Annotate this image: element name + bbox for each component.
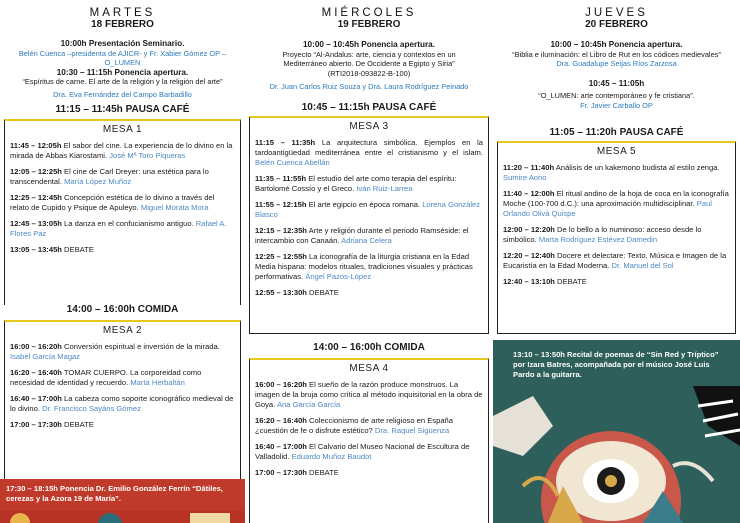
recital-band [493,340,740,523]
day-date: 18 FEBRERO [91,19,154,30]
item-time: 13:05 – 13:45h [10,245,62,254]
item-text: De lo bello a lo numinoso: acceso desde lo simbólico. [503,225,702,244]
item-time: 12:55 – 13:30h [255,288,307,297]
list-item [503,225,730,245]
item-time: 12:40 – 13:10h [503,277,555,286]
item-text: El cine de Carl Dreyer: una estética para lo transcendental. [10,167,209,186]
recital-text: 13:10 – 13:50h Recital de poemas de “Sin Red y Tríptico” por Izara Batres, acompañada por el músico José Luis Pardo a la guitarra. [513,350,719,379]
list-item [10,245,235,255]
list-item [10,167,235,187]
item-author: Eduardo Muñoz Baudot [291,452,372,461]
item-time: 12:20 – 12:40h [503,251,555,260]
intro-talk: “Espíritus de carne. El arte de la religión y la religión del arte” [22,77,223,87]
item-text: El sabor del cine. La experiencia de lo divino en la mirada de Abbas Kiarostami. [10,141,233,160]
item-author: Sumire Aono [503,173,547,182]
list-item [503,189,730,219]
mesa-title: MESA 4 [349,363,389,374]
item-time: 16:20 – 16:40h [10,368,62,377]
intro-block [493,31,740,111]
intro-talk: Proyecto “Al-Andalus: arte, ciencia y contextos en un Mediterráneo abierto. De Occidente a Egipto y Siria” [282,49,456,69]
item-author: Belén Cuenca Abellán [255,158,330,167]
item-time: 11:55 – 12:15h [255,200,307,209]
list-item [255,442,483,462]
item-time: 16:40 – 17:00h [255,442,307,451]
intro-title: 10:00 – 10:45h Ponencia apertura. [303,40,435,49]
item-text: Análisis de un kakemono budista al estilo zenga. [554,163,720,172]
intro-speaker: Dr. Juan Carlos Ruiz Souza y Dra. Laura Rodríguez Peinado [269,82,469,92]
item-text: Coleccionismo de arte religioso en España ¿cuestión de fe o disfrute estético? [255,416,453,435]
item-author: Paul Orlando Olivá Quispe [503,199,712,218]
item-author: Adriana Celera [341,236,392,245]
list-item [10,420,235,430]
item-time: 12:05 – 12:25h [10,167,62,176]
mesa-3-panel [249,116,489,334]
intro-speaker: Dra. Guadalupe Seijas Ríos Zarzosa [556,59,677,69]
item-author: Marta Rodríguez Estévez Damedin [538,235,658,244]
item-text: Arte y religión durante el periodo Ramséside: el intercambio con Canaán. [255,226,469,245]
item-time: 11:20 – 11:40h [503,163,555,172]
list-item [10,342,235,362]
item-author: Iván Ruiz-Larrea [356,184,413,193]
list-item [255,174,483,194]
lunch-break: 14:00 – 16:00h COMIDA [313,342,425,353]
item-text: DEBATE [306,288,339,297]
intro-title: 10:00 – 10:45h Ponencia apertura. [550,40,683,49]
item-text: Docere et delectare: Texto, Música e Imagen de la Eucaristía en la Edad Moderna. [503,251,727,270]
item-text: El arte egipcio en época romana. [306,200,421,209]
list-item [10,394,235,414]
list-item [255,226,483,246]
list-item [10,141,235,161]
item-text: DEBATE [61,420,94,429]
item-author: Ana García García [276,400,341,409]
intro-speaker: Fr. Javier Carballo OP [580,100,653,110]
item-author: Isabel García Magaz [10,352,81,361]
day-name: JUEVES [585,7,648,19]
mesa-4-panel [249,358,489,523]
intro-code: (RTI2018-093822-B-100) [327,68,411,78]
mesa-title: MESA 1 [102,124,143,135]
mesa-5-panel [497,141,736,334]
list-item [503,163,730,183]
item-time: 12:45 – 13:05h [10,219,62,228]
list-item [255,468,483,478]
intro-talk: “O_LUMEN: arte contemporáneo y fe cristiana”. [538,91,695,101]
item-time: 17:00 – 17:30h [10,420,62,429]
day-column-thursday [493,0,740,523]
item-time: 11:35 – 11:55h [255,174,307,183]
item-author: María López Muñoz [64,177,132,186]
day-column-tuesday [0,0,245,523]
coffee-break: 11:15 – 11:45h PAUSA CAFÉ [55,104,190,115]
item-text: La arquitectura simbólica. Ejemplos en la tardoantigüedad mediterránea entre el cristianismo y el islam. [255,138,484,157]
item-author: Lorena González Blasco [255,200,481,219]
item-author: Miguel Morata Mora [140,203,209,212]
item-text: El Calvario del Museo Nacional de Escultura de Valladolid. [255,442,470,461]
item-time: 16:00 – 16:20h [10,342,62,351]
day-date: 20 FEBRERO [585,19,648,30]
item-author: Marta Herbaltán [130,378,185,387]
closing-lecture-text: 17:30 – 18:15h Ponencia Dr. Emilio González Ferrín “Dátiles, cerezas y la Azora 19 de María”. [6,484,223,503]
item-text: Conversión espiritual e inversión de la mirada. [61,342,220,351]
list-item [255,288,483,298]
item-text: DEBATE [554,277,587,286]
item-text: La danza en el confucianismo antiguo. [61,219,194,228]
item-time: 12:00 – 12:20h [503,225,555,234]
item-author: Ángel Pazos-López [305,272,372,281]
list-item [10,368,235,388]
list-item [255,252,483,282]
list-item [255,380,483,410]
item-time: 11:45 – 12:05h [10,141,62,150]
item-time: 12:15 – 12:35h [255,226,307,235]
intro-talk: “Biblia e iluminación: el Libro de Rut en los códices medievales” [512,49,721,59]
item-time: 16:00 – 16:20h [255,380,307,389]
mesa-1-panel [4,119,241,305]
closing-lecture-band [0,479,245,523]
item-time: 17:00 – 17:30h [255,468,307,477]
item-author: Dr. Manuel del Sol [611,261,674,270]
item-text: El estudio del arte como terapia del espíritu: Bartolomé Cossío y el Greco. [255,174,457,193]
item-text: El ritual andino de la hoja de coca en la iconografía Moche (100-700 d.C.): una aproximación multidisciplinar. [503,189,729,208]
item-author: José Mª Toro Piqueras [109,151,186,160]
lunch-break: 14:00 – 16:00h COMIDA [66,304,179,315]
list-item [10,219,235,239]
mesa-2-panel [4,320,241,480]
item-text: Concepción estética de lo divino a través del relato de Cupido y Psique de Apuleyo. [10,193,215,212]
intro-speaker: Belén Cuenca –presidenta de AJICR- y Fr. Xabier Gómez OP –O_LUMEN [18,48,227,68]
item-time: 11:40 – 12:00h [503,189,555,198]
list-item [255,138,483,168]
coffee-break: 10:45 – 11:15h PAUSA CAFÉ [301,102,437,113]
item-time: 11:15 – 11:35h [255,138,316,147]
mesa-title: MESA 2 [102,325,143,336]
intro-speaker: Dra. Eva Fernández del Campo Barbadillo [53,89,192,99]
list-item [255,416,483,436]
coffee-break: 11:05 – 11:20h PAUSA CAFÉ [549,127,684,138]
list-item [503,251,730,271]
item-time: 12:25 – 12:55h [255,252,307,261]
intro-title: 10:00h Presentación Seminario. [60,39,185,48]
intro-block [0,31,245,100]
day-name: MARTES [89,7,156,19]
item-text: DEBATE [61,245,94,254]
item-text: TOMAR CUERPO. La corporeidad como necesidad de identidad y recuerdo. [10,368,202,387]
item-time: 12:25 – 12:45h [10,193,62,202]
intro-title: 10:45 – 11:05h [588,78,645,88]
mesa-title: MESA 5 [596,146,637,157]
day-name: MIÉRCOLES [321,7,417,19]
list-item [10,193,235,213]
artwork-decoration [493,386,740,523]
item-text: El sueño de la razón produce monstruos. La imagen de la bruja como crítica al método inquisitorial en la obra de Goya. [255,380,483,409]
mesa-title: MESA 3 [349,121,389,132]
artwork-decoration [0,511,245,523]
intro-title: 10:30 – 11:15h Ponencia apertura. [56,67,189,77]
day-date: 19 FEBRERO [337,19,401,30]
item-author: Rafael A. Flores Paz [10,219,227,238]
item-text: La cabeza como soporte iconográfico medieval de lo divino. [10,394,234,413]
item-author: Dra. Raquel Sigüenza [374,426,450,435]
item-time: 16:40 – 17:00h [10,394,62,403]
day-column-wednesday [245,0,493,523]
list-item [503,277,730,287]
list-item [255,200,483,220]
item-text: DEBATE [306,468,339,477]
item-text: La iconografía de la liturgia cristiana en la Edad Media hispana: modelos rituales, tradiciones visuales y prácticas performativas. [255,252,473,281]
item-time: 16:20 – 16:40h [255,416,307,425]
item-author: Dr. Francisco Sayáns Gómez [42,404,141,413]
intro-block [245,31,493,92]
